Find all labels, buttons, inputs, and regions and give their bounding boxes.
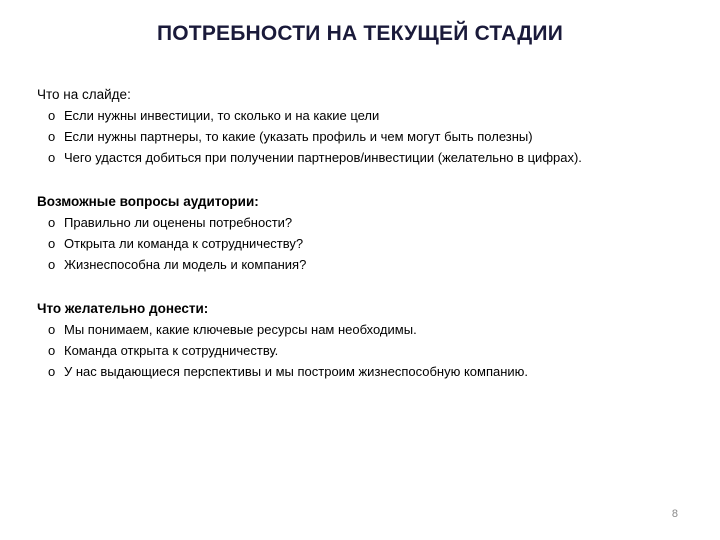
- bullet-list: [37, 212, 697, 275]
- list-item: [37, 147, 697, 168]
- section-heading: Что на слайде:: [37, 87, 131, 102]
- bullet-marker: o: [48, 322, 56, 337]
- bullet-list: [37, 105, 697, 168]
- bullet-marker: o: [48, 343, 56, 358]
- section-on-slide: [37, 84, 697, 168]
- slide-title: ПОТРЕБНОСТИ НА ТЕКУЩЕЙ СТАДИИ: [156, 22, 564, 45]
- section-key-messages: [37, 298, 697, 382]
- section-heading: Что желательно донести:: [37, 301, 209, 316]
- bullet-marker: o: [48, 108, 56, 123]
- list-item-text: Правильно ли оценены потребности?: [64, 215, 293, 230]
- list-item-text: Команда открыта к сотрудничеству.: [64, 343, 279, 358]
- bullet-marker: o: [48, 257, 56, 272]
- list-item: [37, 254, 697, 275]
- list-item-text: Открыта ли команда к сотрудничеству?: [64, 236, 304, 251]
- section-audience-questions: [37, 191, 697, 275]
- slide-content: [37, 84, 697, 405]
- list-item: [37, 126, 697, 147]
- bullet-marker: o: [48, 129, 56, 144]
- bullet-marker: o: [48, 364, 56, 379]
- bullet-marker: o: [48, 215, 56, 230]
- list-item-text: Чего удастся добиться при получении партнеров/инвестиции (желательно в цифрах).: [64, 150, 582, 165]
- list-item-text: Если нужны партнеры, то какие (указать профиль и чем могут быть полезны): [64, 129, 533, 144]
- list-item-text: Мы понимаем, какие ключевые ресурсы нам необходимы.: [64, 322, 417, 337]
- list-item-text: Если нужны инвестиции, то сколько и на какие цели: [64, 108, 380, 123]
- list-item: [37, 105, 697, 126]
- bullet-marker: o: [48, 236, 56, 251]
- list-item: [37, 233, 697, 254]
- list-item-text: Жизнеспособна ли модель и компания?: [64, 257, 307, 272]
- section-heading: Возможные вопросы аудитории:: [37, 194, 259, 209]
- list-item: [37, 361, 697, 382]
- list-item: [37, 212, 697, 233]
- bullet-list: [37, 319, 697, 382]
- list-item-text: У нас выдающиеся перспективы и мы построим жизнеспособную компанию.: [64, 364, 529, 379]
- list-item: [37, 340, 697, 361]
- bullet-marker: o: [48, 150, 56, 165]
- page-number: 8: [671, 508, 678, 520]
- list-item: [37, 319, 697, 340]
